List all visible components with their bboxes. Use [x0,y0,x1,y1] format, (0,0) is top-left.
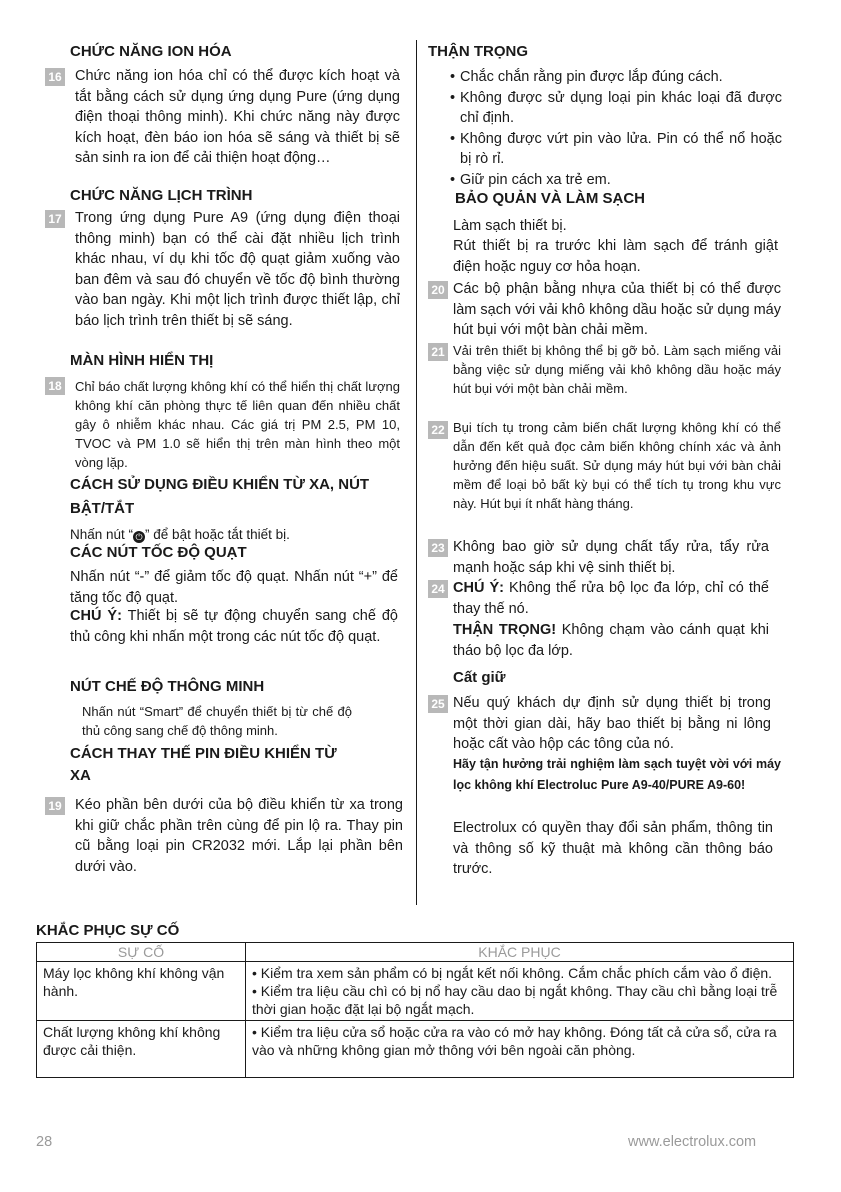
battery-title-line2: XA [70,767,91,784]
caution-list [450,67,782,190]
step-number-21: 21 [428,343,448,361]
fan-text: Nhấn nút “-” để giảm tốc độ quạt. Nhấn nút “+” để tăng tốc độ quạt. [70,569,398,606]
solution-line: • Kiểm tra xem sản phẩm có bị ngắt kết nối không. Cắm chắc phích cắm vào ổ điện. [252,965,773,981]
step-number-19: 19 [45,797,65,815]
step-number-20: 20 [428,281,448,299]
care-text-20: Các bộ phận bằng nhựa của thiết bị có thể được làm sạch với vải khô không dầu hoặc sử dụng máy hút bụi với một bàn chải mềm. [453,281,781,338]
caution-title: THẬN TRỌNG [428,43,528,60]
rights-text: Electrolux có quyền thay đổi sản phẩm, thông tin và thông số kỹ thuật mà không cần thông báo trước. [453,820,773,877]
power-pre: Nhấn nút “ [70,527,134,542]
step-number-17: 17 [45,210,65,228]
care-text-24 [453,578,769,619]
table-row [37,1021,794,1078]
schedule-title: CHỨC NĂNG LỊCH TRÌNH [70,187,253,204]
column-header-solution: KHẮC PHỤC [246,943,794,962]
caution-text: Không chạm vào cánh quạt khi tháo bộ lọc đa lớp. [453,622,769,659]
care-text-22: Bụi tích tụ trong cảm biến chất lượng không khí có thể dẫn đến kết quả đọc cảm biến không chính xác và ảnh hưởng đến hiệu suất. Sử dụng máy hút bụi với bàn chải mềm để loại bỏ bất kỳ bụi có thể tích tụ trong khu vực này. Hút bụi ít nhất hàng tháng. [453,420,781,511]
page-number: 28 [36,1134,53,1150]
step-number-18: 18 [45,377,65,395]
storage-text: Nếu quý khách dự định sử dụng thiết bị trong một thời gian dài, hãy bao thiết bị bằng ni lông hoặc cất vào hộp các tông của nó. [453,695,771,752]
display-text: Chỉ báo chất lượng không khí có thể hiển thị chất lượng không khí căn phòng thực tế liên quan đến nhiều chất gây ô nhiễm khác nhau. Các giá trị PM 2.5, PM 10, TVOC và PM 1.0 sẽ hiển thị trên màn hình theo một vòng lặp. [75,379,400,470]
caution-item: • Giữ pin cách xa trẻ em. [450,170,782,191]
note-label: CHÚ Ý: [453,580,504,596]
fan-note [70,606,398,647]
fan-note-label: CHÚ Ý: [70,608,122,624]
ion-title: CHỨC NĂNG ION HÓA [70,43,232,60]
power-icon: ⏻ [133,531,145,543]
note-text: Không thể rửa bộ lọc đa lớp, chỉ có thể thay thế nó. [453,580,769,617]
care-text-21: Vải trên thiết bị không thể bị gỡ bỏ. Làm sạch miếng vải bằng việc sử dụng miếng vải khô không dầu hoặc máy hút bụi với một bàn chải mềm. [453,343,781,396]
caution-item: • Không được vứt pin vào lửa. Pin có thể nổ hoặc bị rò rỉ. [450,129,782,170]
battery-text: Kéo phần bên dưới của bộ điều khiển từ xa trong khi giữ chắc phần trên cùng để pin lộ ra. Thay pin cũ bằng loại pin CR2032 mới. Lắp lại phần bên dưới vào. [75,797,403,875]
battery-title-line1: CÁCH THAY THẾ PIN ĐIỀU KHIỂN TỪ [70,745,337,762]
schedule-text: Trong ứng dụng Pure A9 (ứng dụng điện thoại thông minh) bạn có thể cài đặt nhiều lịch trình khác nhau, ví dụ khi tốc độ quạt giảm xuống vào ban đêm và sau đó chuyển về tốc độ bình thường vào ban ngày. Khi một lịch trình được thiết lập, chỉ báo lịch trình trên thiết bị sẽ sáng. [75,210,400,329]
power-instruction [70,526,290,544]
care-line1: Làm sạch thiết bị. [453,218,567,234]
display-title: MÀN HÌNH HIỂN THỊ [70,352,214,369]
smart-text: Nhấn nút “Smart” để chuyển thiết bị từ chế độ thủ công sang chế độ thông minh. [82,704,352,738]
step-number-22: 22 [428,421,448,439]
fan-title: CÁC NÚT TỐC ĐỘ QUẠT [70,544,247,561]
column-divider [416,40,417,905]
storage-title: Cất giữ [453,669,506,686]
solution-cell: • Kiểm tra liệu cửa sổ hoặc cửa ra vào có mở hay không. Đóng tất cả cửa sổ, cửa ra vào và những không gian mở thông với bên ngoài căn phòng. [246,1021,794,1078]
solution-cell [246,962,794,1021]
care-title: BẢO QUẢN VÀ LÀM SẠCH [455,190,645,207]
column-header-problem: SỰ CỐ [37,943,246,962]
caution-item: • Không được sử dụng loại pin khác loại đã được chỉ định. [450,88,782,129]
remote-title-line2: BẬT/TẮT [70,500,135,517]
care-line2: Rút thiết bị ra trước khi làm sạch để tránh giật điện hoặc nguy cơ hỏa hoạn. [453,238,778,275]
smart-title: NÚT CHẾ ĐỘ THÔNG MINH [70,678,265,695]
troubleshooting-title: KHẮC PHỤC SỰ CỐ [36,922,180,939]
table-header-row [37,943,794,962]
care-text-24b [453,620,769,661]
troubleshooting-table [36,942,794,1078]
caution-item: • Chắc chắn rằng pin được lắp đúng cách. [450,67,782,88]
step-number-23: 23 [428,539,448,557]
problem-cell: Máy lọc không khí không vận hành. [37,962,246,1021]
ion-text: Chức năng ion hóa chỉ có thể được kích hoạt và tắt bằng cách sử dụng ứng dụng Pure (ứng dụng điện thoại thông minh). Khi chức năng này được kích hoạt, đèn báo ion hóa sẽ sáng và thiết bị sẽ sản sinh ra ion để cải thiện hoạt động… [75,68,400,166]
enjoy-text: Hãy tận hưởng trải nghiệm làm sạch tuyệt vời với máy lọc không khí Electroluc Pure A9-40/PURE A9-60! [453,757,781,792]
fan-note-text: Thiết bị sẽ tự động chuyển sang chế độ thủ công khi nhấn một trong các nút tốc độ quạt. [70,608,398,645]
solution-line: • Kiểm tra liệu cầu chì có bị nổ hay cầu dao bị ngắt không. Thay cầu chì bằng loại trễ thời gian hoặc đặt lại bộ ngắt mạch. [252,983,778,1017]
step-number-24: 24 [428,580,448,598]
care-text-23: Không bao giờ sử dụng chất tẩy rửa, tẩy rửa mạnh hoặc sáp khi vệ sinh thiết bị. [453,539,769,576]
caution-label: THẬN TRỌNG! [453,622,557,638]
table-row [37,962,794,1021]
power-post: ” để bật hoặc tắt thiết bị. [145,527,290,542]
remote-title-line1: CÁCH SỬ DỤNG ĐIỀU KHIỂN TỪ XA, NÚT [70,476,370,493]
step-number-16: 16 [45,68,65,86]
problem-cell: Chất lượng không khí không được cải thiện. [37,1021,246,1078]
step-number-25: 25 [428,695,448,713]
website-link[interactable]: www.electrolux.com [628,1134,757,1150]
